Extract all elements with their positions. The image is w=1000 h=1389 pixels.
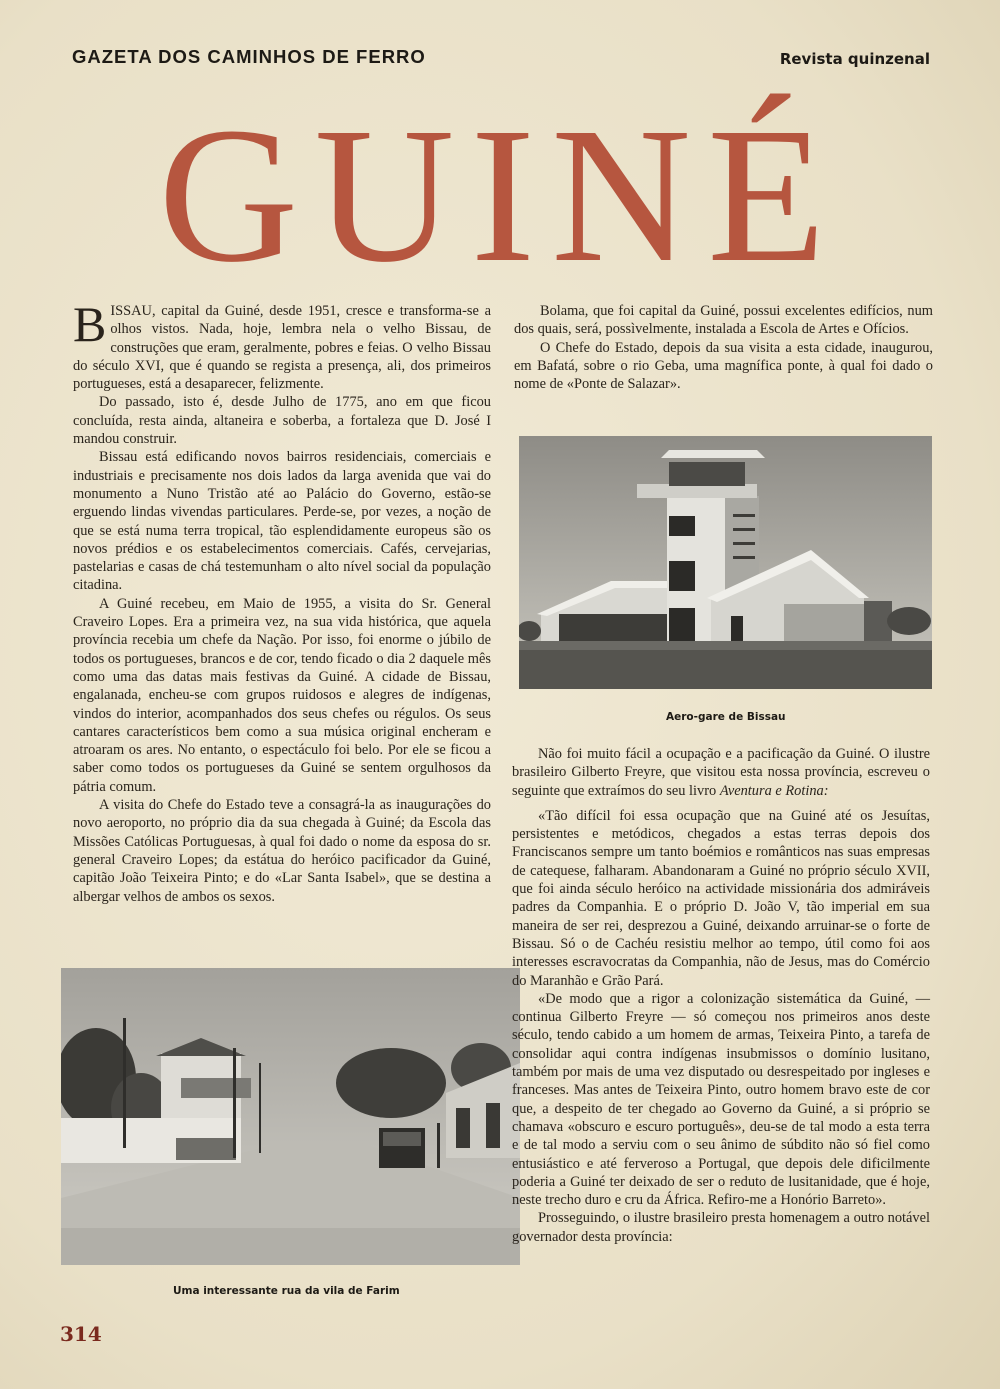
paragraph-4: A Guiné recebeu, em Maio de 1955, a visita do Sr. General Craveiro Lopes. Era a primeira vez, na sua vida histórica, que aquela província recebia um chefe da Nação. Por isso, foi enorme o júbilo de todos os portugueses, brancos e de cor, tendo ficado o dia 2 daquele mês como uma das datas mais festivas da Guiné. A cidade de Bissau, engalanada, encheu-se com grupos ruidosos e alegres de indígenas, vindos do interior, acompanhados dos seus chefes ou régulos. Os seus cantares característicos bem como a sua música original encheram e atroaram os ares. No entanto, o espectáculo foi belo. Por ele se ficou a saber como todos os portugueses da Guiné se sentem orgulhosos da pátria comum. <box>73 595 491 795</box>
airport-photo-caption: Aero-gare de Bissau <box>666 711 786 723</box>
airport-photo <box>519 436 932 689</box>
right-column-bottom <box>512 745 930 1246</box>
drop-cap: B <box>73 296 107 352</box>
page-number: 314 <box>60 1322 102 1346</box>
paragraph-5: A visita do Chefe do Estado teve a consagrá-la as inaugurações do novo aeroporto, no próprio dia da sua chegada à Guiné; da Escola das Missões Católicas Portuguesas, à qual foi dado o nome da esposa do sr. general Craveiro Lopes; da estátua do heróico pacificador da Guiné, capitão João Teixeira Pinto; e do «Lar Santa Isabel», que se destina a albergar velhos de ambos os sexos. <box>73 797 491 905</box>
street-photo <box>61 968 520 1265</box>
magazine-name: GAZETA DOS CAMINHOS DE FERRO <box>72 46 426 67</box>
paragraph-bafata: O Chefe do Estado, depois da sua visita a esta cidade, inaugurou, em Bafatá, sobre o rio Geba, uma magnífica ponte, à qual foi dado o nome de «Ponte de Salazar». <box>514 339 933 393</box>
left-column <box>73 296 491 906</box>
paragraph-1: BISSAU, capital da Guiné, desde 1951, cresce e transforma-se a olhos vistos. Nada, hoje, lembra nela o velho Bissau, de construções que eram, geralmente, pobres e feias. O velho Bissau do século XVI, que é quando se regista a presença, ali, dos primeiros portugueses, está a desaparecer, felizmente. <box>73 296 491 393</box>
quote-2: «De modo que a rigor a colonização sistemática da Guiné, — continua Gilberto Freyre — só começou nos primeiros anos deste século, tendo cabido a um homem de armas, Teixeira Pinto, a tarefa de consolidar aqui contra indígenas insubmissos o domínio lusitano, também por mais de uma vez disputado ou desrespeitado por ingleses e franceses. Mas antes de Teixeira Pinto, outro homem bravo este de cor que, a despeito de ter chegado ao Governo da Guiné, a si próprio se chamava «obscuro e escuro português», deu-se de tal modo a esta terra e de tal modo a serviu com o seu ânimo de súbdito não só fiel como entusiástico e até ferveroso a Portugal, que depois dele dificilmente poderia a Guiné ter deixado de ser o reduto de lusitanidade, que é hoje, neste trecho duro e cru da África. Refiro-me a Honório Barreto». <box>512 990 930 1209</box>
paragraph-freyre-intro: Não foi muito fácil a ocupação e a pacificação da Guiné. O ilustre brasileiro Gilberto Freyre, que visitou esta nossa província, escreveu o seguinte que extraímos do seu livro Aventura e Rotina: <box>512 746 930 799</box>
paragraph-3: Bissau está edificando novos bairros residenciais, comerciais e industriais e precisamente nos dois lados da larga avenida que vai do monumento a Nuno Tristão até ao Palácio do Governo, estão-se erguendo lindas vivendas particulares. Perde-se, por vezes, a noção de que se está numa terra tropical, tão esplendidamente europeus são os novos prédios e os estabelecimentos comerciais. Cafés, cervejarias, pastelarias e casas de chá testemunham o alto nível social da população citadina. <box>73 449 491 594</box>
paragraph-conclusion: Prosseguindo, o ilustre brasileiro presta homenagem a outro notável governador desta província: <box>512 1210 930 1245</box>
right-column-top <box>514 302 933 393</box>
book-title: Aventura e Rotina: <box>719 782 829 799</box>
paragraph-2: Do passado, isto é, desde Julho de 1775, ano em que ficou concluída, resta ainda, altaneira e soberba, a fortaleza que D. José I mandou construir. <box>73 394 491 448</box>
quote-1: «Tão difícil foi essa ocupação que na Guiné até os Jesuítas, persistentes e metódicos, chegados a estas terras depois dos Franciscanos sempre um tanto boémios e românticos nas suas empresas de catequese, falharam. Abandonaram a Guiné no próprio século XVII, que foi ainda século heróico na actividade missionária dos admiráveis padres da Companhia. E o próprio D. João V, tão imperial em sua maneira de ser rei, desprezou a Guiné, deixando arruinar-se o forte de Bissau. Só o de Cachéu resistiu melhor ao tempo, útil como foi aos interesses escravocratas da Companhia, não de Jesus, mas do Comércio do Maranhão e Grão Pará. <box>512 807 930 989</box>
magazine-subtitle: Revista quinzenal <box>779 50 930 68</box>
paragraph-bolama: Bolama, que foi capital da Guiné, possui excelentes edifícios, num dos quais, será, possìvelmente, instalada a Escola de Artes e Ofícios. <box>514 303 933 338</box>
article-title: GUINÉ <box>158 87 842 302</box>
street-photo-caption: Uma interessante rua da vila de Farim <box>173 1285 400 1297</box>
